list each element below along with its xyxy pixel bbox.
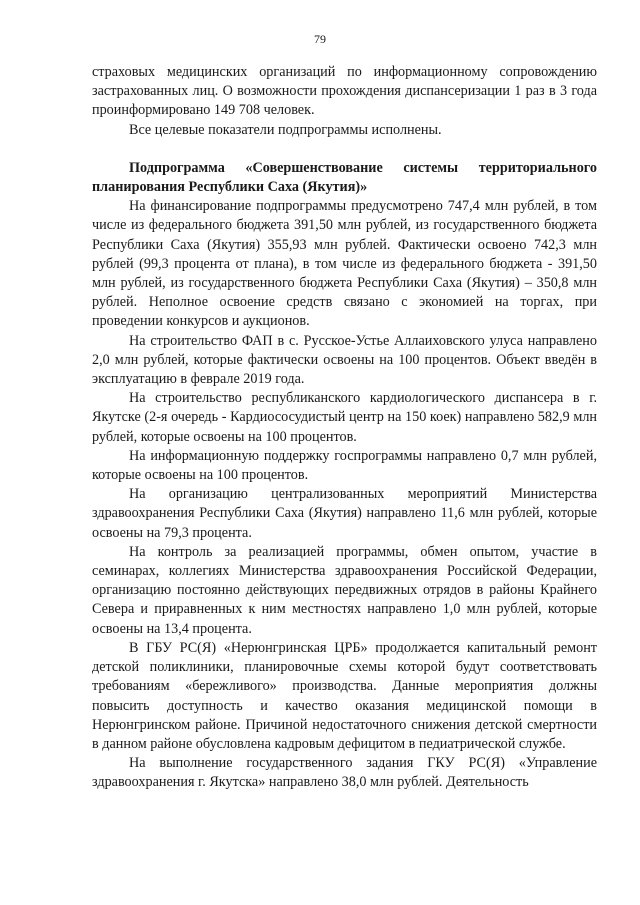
paragraph: На организацию централизованных мероприятий Министерства здравоохранения Республики Саха (Якутия) направлено 11,6 млн рублей, которые освоены на 79,3 процента. (92, 486, 597, 541)
paragraph: На информационную поддержку госпрограммы направлено 0,7 млн рублей, которые освоены на 100 процентов. (92, 447, 597, 484)
page-body (92, 63, 597, 793)
paragraph: Все целевые показатели подпрограммы исполнены. (129, 121, 442, 138)
section-heading: Подпрограмма «Совершенствование системы территориального планирования Республики Саха (Якутия)» (92, 159, 597, 196)
paragraph: страховых медицинских организаций по информационному сопровождению застрахованных лиц. О возможности прохождения диспансеризации 1 раз в 3 года проинформировано 149 708 человек. (92, 64, 597, 119)
paragraph: На контроль за реализацией программы, обмен опытом, участие в семинарах, коллегиях Министерства здравоохранения Российской Федерации, организацию постоянно действующих передвижных отрядов в районы Крайнего Севера и приравненных к ним местностях направлено 1,0 млн рублей, которые освоены на 13,4 процента. (92, 543, 597, 637)
page-number: 79 (314, 32, 326, 46)
paragraph: На выполнение государственного задания ГКУ РС(Я) «Управление здравоохранения г. Якутска» направлено 38,0 млн рублей. Деятельность (92, 755, 597, 791)
paragraph: В ГБУ РС(Я) «Нерюнгринская ЦРБ» продолжается капитальный ремонт детской поликлиники, планировочные схемы которой будут соответствовать требованиям «бережливого» производства. Данные мероприятия должны повысить доступность и качество оказания медицинской помощи в Нерюнгринском районе. Причиной недостаточного снижения детской смертности в данном районе обусловлена кадровым дефицитом в педиатрической службе. (92, 639, 597, 752)
paragraph: На финансирование подпрограммы предусмотрено 747,4 млн рублей, в том числе из федерального бюджета 391,50 млн рублей, из государственного бюджета Республики Саха (Якутия) 355,93 млн рублей. Фактически освоено 742,3 млн рублей (99,3 процента от плана), в том числе из федерального бюджета - 391,50 млн рублей, из государственного бюджета Республики Саха (Якутия) – 350,8 млн рублей. Неполное освоение средств связано с экономией на торгах, при проведении конкурсов и аукционов. (92, 198, 597, 330)
paragraph: На строительство республиканского кардиологического диспансера в г. Якутске (2-я очередь - Кардиососудистый центр на 150 коек) направлено 582,9 млн рублей, которые освоены на 100 процентов. (92, 390, 597, 445)
paragraph: На строительство ФАП в с. Русское-Устье Аллаиховского улуса направлено 2,0 млн рублей, которые фактически освоены на 100 процентов. Объект введён в эксплуатацию в феврале 2019 года. (92, 332, 597, 388)
